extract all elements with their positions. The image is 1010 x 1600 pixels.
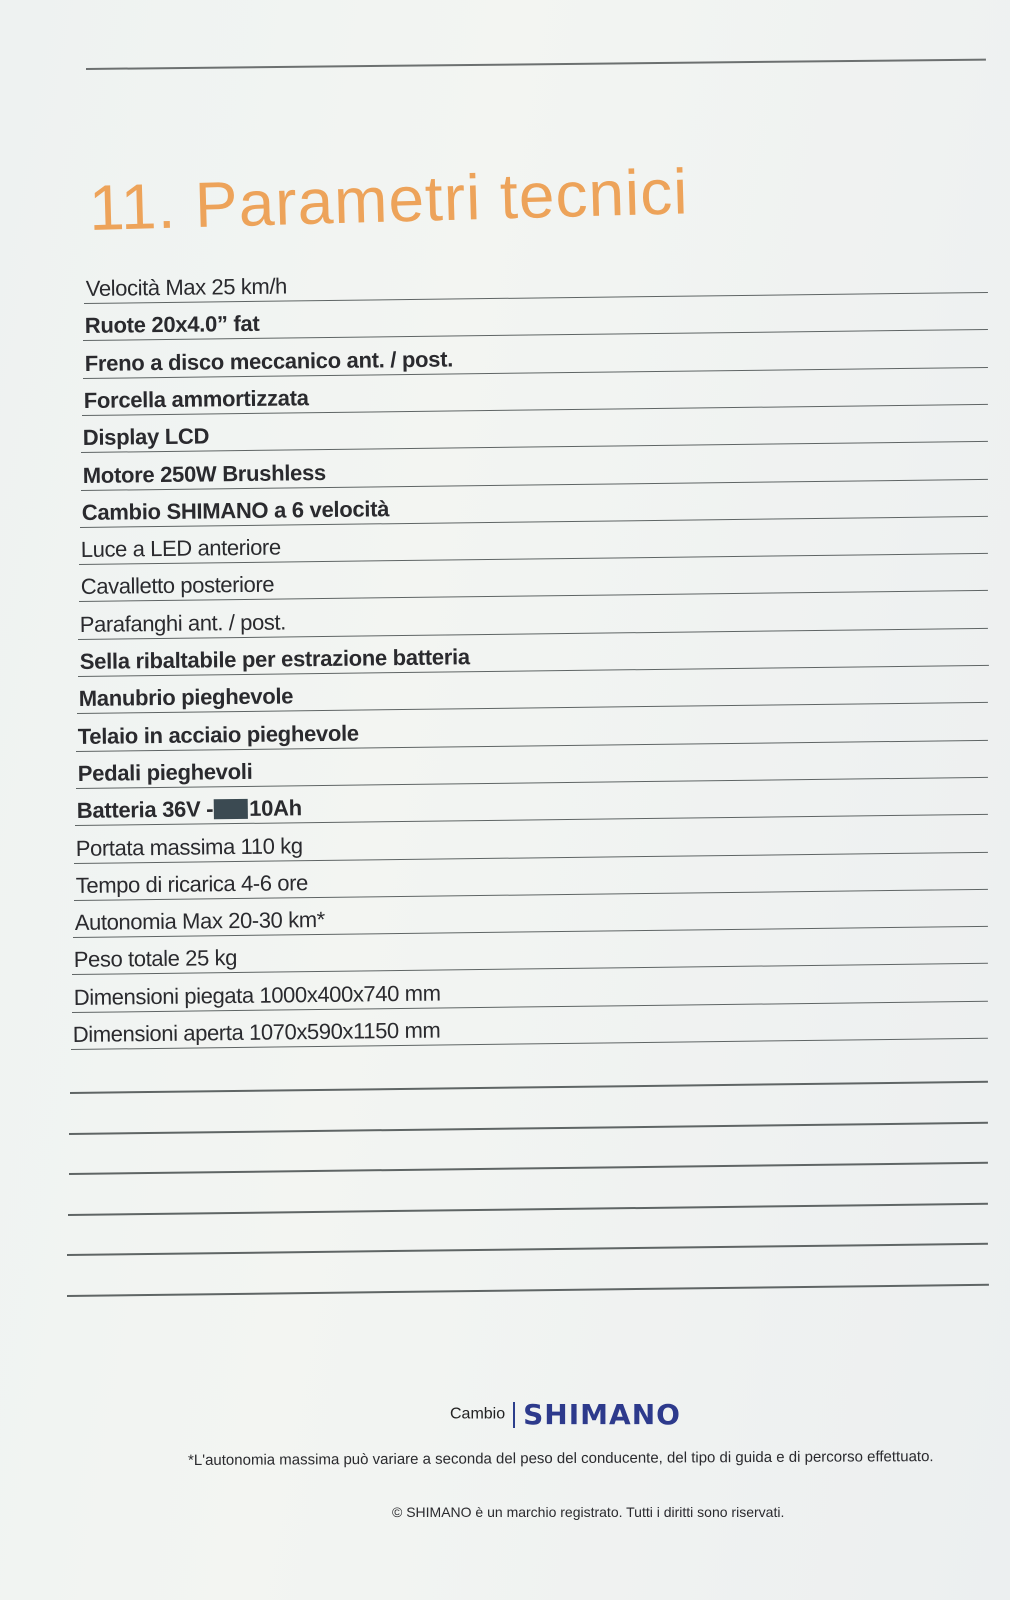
spec-text: Luce a LED anteriore bbox=[81, 534, 282, 563]
shimano-logo: SHIMANO bbox=[523, 1398, 681, 1431]
spec-text: Cavalletto posteriore bbox=[80, 572, 275, 600]
spec-text: Manubrio pieghevole bbox=[78, 683, 294, 712]
brand-label: Cambio bbox=[450, 1405, 506, 1423]
spec-text: Forcella ammortizzata bbox=[83, 385, 309, 413]
brand-line bbox=[450, 1398, 681, 1431]
spec-text: Dimensioni aperta 1070x590x1150 mm bbox=[72, 1017, 441, 1047]
spec-text: Dimensioni piegata 1000x400x740 mm bbox=[73, 980, 441, 1010]
spec-text-after: 10Ah bbox=[248, 795, 302, 822]
spec-text: Portata massima 110 kg bbox=[75, 832, 303, 861]
spec-text: Freno a disco meccanico ant. / post. bbox=[84, 346, 453, 376]
redaction-mark bbox=[214, 799, 248, 819]
spec-text: Sella ribaltabile per estrazione batteria bbox=[79, 644, 470, 674]
spec-text: Pedali pieghevoli bbox=[77, 758, 253, 786]
spec-text: Peso totale 25 kg bbox=[73, 945, 238, 973]
spec-text-before: Batteria 36V - bbox=[76, 796, 214, 824]
spec-text bbox=[77, 795, 302, 824]
brand-divider bbox=[513, 1402, 515, 1428]
spec-text: Ruote 20x4.0” fat bbox=[85, 311, 260, 339]
spec-text: Autonomia Max 20-30 km* bbox=[74, 907, 325, 936]
spec-text: Tempo di ricarica 4-6 ore bbox=[75, 869, 308, 898]
footnote: *L'autonomia massima può variare a seconda del peso del conducente, del tipo di guida e di percorso effettuato. bbox=[187, 1448, 934, 1469]
copyright-notice: © SHIMANO è un marchio registrato. Tutti i diritti sono riservati. bbox=[392, 1504, 785, 1520]
spec-text: Cambio SHIMANO a 6 velocità bbox=[81, 496, 390, 525]
spec-text: Display LCD bbox=[83, 423, 210, 451]
page-title: 11. Parametri tecnici bbox=[87, 155, 690, 244]
spec-text: Velocità Max 25 km/h bbox=[85, 273, 288, 301]
spec-text: Motore 250W Brushless bbox=[82, 459, 326, 488]
spec-text: Parafanghi ant. / post. bbox=[79, 609, 287, 637]
spec-text: Telaio in acciaio pieghevole bbox=[77, 720, 360, 749]
